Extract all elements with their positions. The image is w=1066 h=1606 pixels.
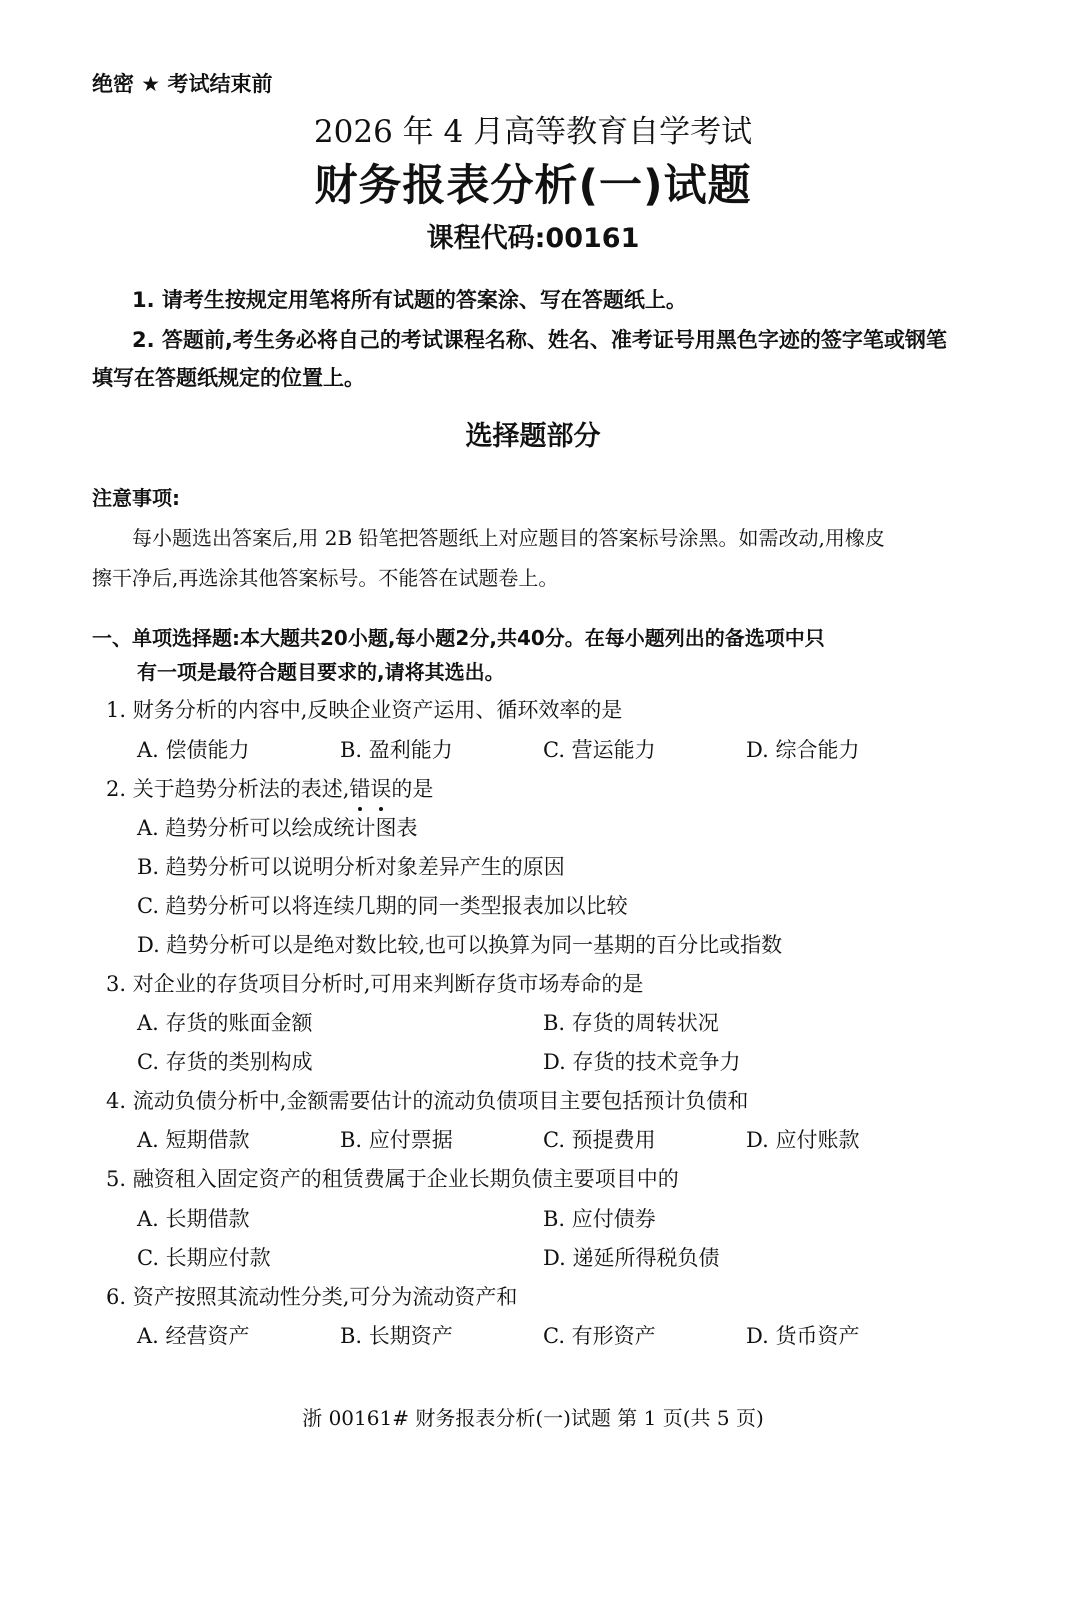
question-3-option-c: C. 存货的类别构成 [137,1050,313,1074]
course-code: 课程代码:00161 [426,223,640,254]
question-2-emphasis [349,777,391,801]
question-2-stem [106,773,433,803]
question-1-option-d: D. 综合能力 [746,738,860,762]
question-3-option-b: B. 存货的周转状况 [543,1011,719,1035]
question-6-option-d: D. 货币资产 [746,1324,860,1348]
question-5-option-d: D. 递延所得税负债 [543,1246,720,1270]
page-footer: 浙 00161# 财务报表分析(一)试题 第 1 页(共 5 页) [302,1406,764,1430]
question-3-stem: 3. 对企业的存货项目分析时,可用来判断存货市场寿命的是 [106,972,644,996]
question-2-option-b: B. 趋势分析可以说明分析对象差异产生的原因 [137,855,565,879]
question-6-option-b: B. 长期资产 [340,1324,453,1348]
exam-title: 2026 年 4 月高等教育自学考试 [313,114,753,150]
question-2-option-d: D. 趋势分析可以是绝对数比较,也可以换算为同一基期的百分比或指数 [137,933,783,957]
emphasis-char-1: 错 [349,773,370,803]
question-4-option-c: C. 预提费用 [543,1128,656,1152]
secret-label: 绝密 ★ 考试结束前 [92,72,273,96]
question-4-stem: 4. 流动负债分析中,金额需要估计的流动负债项目主要包括预计负债和 [106,1089,749,1113]
question-4-option-a: A. 短期借款 [137,1128,250,1152]
question-1-stem: 1. 财务分析的内容中,反映企业资产运用、循环效率的是 [106,698,623,722]
question-2-stem-before: 2. 关于趋势分析法的表述, [106,777,350,801]
question-1-option-b: B. 盈利能力 [340,738,453,762]
question-5-stem: 5. 融资租入固定资产的租赁费属于企业长期负债主要项目中的 [106,1167,679,1191]
question-2-stem-after: 的是 [391,777,434,801]
instruction-2-line1: 2. 答题前,考生务必将自己的考试课程名称、姓名、准考证号用黑色字迹的签字笔或钢笔 [132,328,947,352]
question-3-option-d: D. 存货的技术竞争力 [543,1050,741,1074]
instruction-1: 1. 请考生按规定用笔将所有试题的答案涂、写在答题纸上。 [132,288,687,312]
emphasis-char-2: 误 [370,773,391,803]
question-6-stem: 6. 资产按照其流动性分类,可分为流动资产和 [106,1285,518,1309]
question-4-option-d: D. 应付账款 [746,1128,860,1152]
section-title: 选择题部分 [465,421,601,452]
part1-head-line1: 一、单项选择题:本大题共20小题,每小题2分,共40分。在每小题列出的备选项中只 [92,626,825,650]
subject-title: 财务报表分析(一)试题 [314,161,752,211]
notice-line2: 擦干净后,再选涂其他答案标号。不能答在试题卷上。 [92,566,559,590]
question-1-option-a: A. 偿债能力 [137,738,250,762]
question-5-option-c: C. 长期应付款 [137,1246,271,1270]
question-2-option-c: C. 趋势分析可以将连续几期的同一类型报表加以比较 [137,894,628,918]
question-4-option-b: B. 应付票据 [340,1128,453,1152]
question-6-option-a: A. 经营资产 [137,1324,250,1348]
question-6-option-c: C. 有形资产 [543,1324,656,1348]
question-1-option-c: C. 营运能力 [543,738,656,762]
question-5-option-a: A. 长期借款 [137,1207,250,1231]
notice-line1: 每小题选出答案后,用 2B 铅笔把答题纸上对应题目的答案标号涂黑。如需改动,用橡皮 [132,526,885,550]
question-2-option-a: A. 趋势分析可以绘成统计图表 [137,816,418,840]
question-5-option-b: B. 应付债券 [543,1207,656,1231]
question-3-option-a: A. 存货的账面金额 [137,1011,313,1035]
part1-head-line2: 有一项是最符合题目要求的,请将其选出。 [137,660,505,684]
notice-head: 注意事项: [92,486,180,510]
instruction-2-line2: 填写在答题纸规定的位置上。 [92,366,365,390]
